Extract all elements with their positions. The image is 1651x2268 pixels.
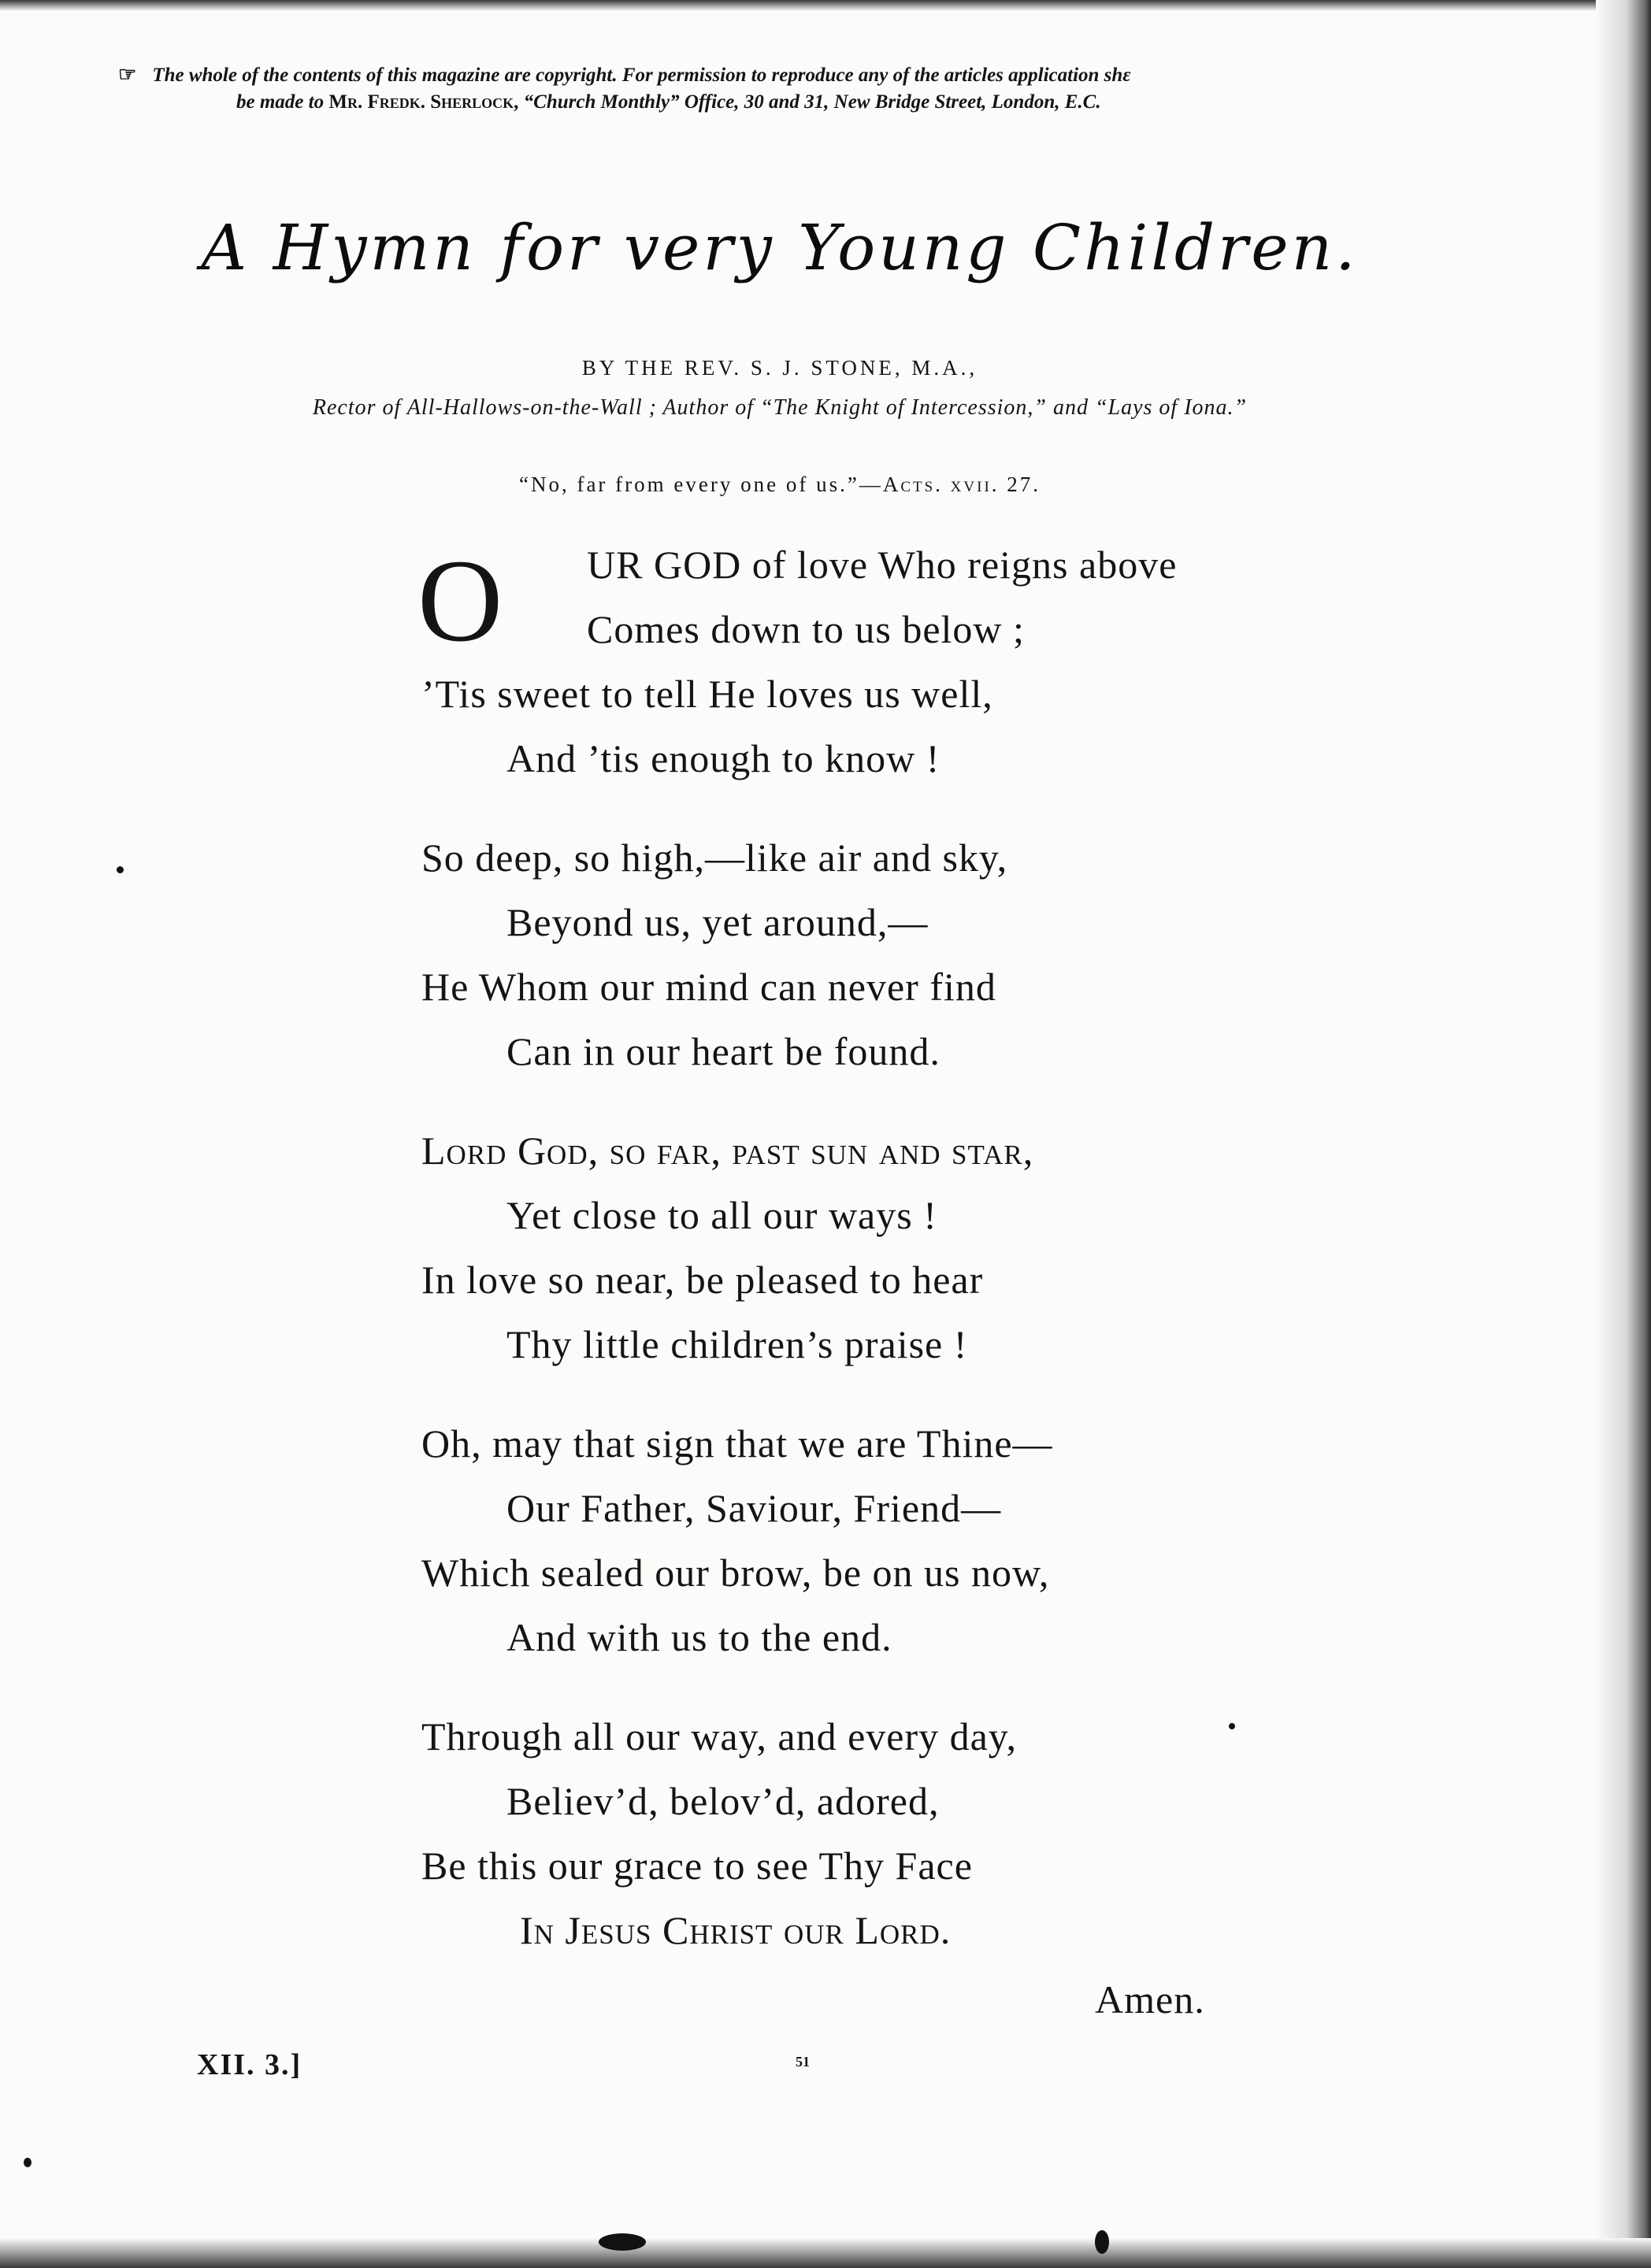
poem-line: Believ’d, belov’d, adored, — [506, 1779, 940, 1823]
pointing-hand-icon: ☞ — [118, 63, 137, 86]
copyright-notice — [118, 61, 1418, 116]
poem-line: Can in our heart be found. — [506, 1029, 941, 1073]
publisher-address: “Church Monthly” Office, 30 and 31, New Bridge Street, London, E.C. — [523, 91, 1101, 113]
poem-line: He Whom our mind can never find — [421, 965, 996, 1009]
amen: Amen. — [1095, 1977, 1205, 2022]
stanza — [421, 825, 1367, 1084]
poem-line: And ’tis enough to know ! — [506, 736, 941, 780]
poem-line: ’Tis sweet to tell He loves us well, — [421, 672, 993, 716]
page-number: 51 — [796, 2054, 810, 2070]
poem-line: Through all our way, and every day, — [421, 1714, 1018, 1758]
scan-edge-right — [1596, 0, 1651, 2268]
poem-line: In love so near, be pleased to hear — [421, 1258, 984, 1302]
epigraph — [0, 472, 1560, 497]
poem-line: Yet close to all our ways ! — [506, 1193, 937, 1237]
poem-line: Lord God, so far, past sun and star, — [421, 1128, 1034, 1173]
author-byline: BY THE REV. S. J. STONE, M.A., — [581, 356, 978, 380]
stanza — [421, 1411, 1367, 1670]
epigraph-text: “No, far from every one of us.”— — [518, 472, 883, 496]
copyright-notice-prefix: be made to — [236, 91, 325, 113]
poem-line: Which sealed our brow, be on us now, — [421, 1551, 1050, 1595]
poem-line: Oh, may that sign that we are Thine— — [421, 1421, 1053, 1466]
issue-folio: XII. 3.] — [197, 2048, 302, 2081]
publisher-name: Mr. Fredk. Sherlock, — [328, 91, 519, 113]
copyright-notice-line1: The whole of the contents of this magazine are copyright. For permission to reproduce any of the articles application shε — [152, 65, 1131, 86]
scan-speck — [599, 2233, 646, 2251]
copyright-notice-line2 — [118, 89, 1418, 116]
poem-line: UR GOD of love Who reigns above — [587, 543, 1178, 587]
scan-speck — [117, 866, 124, 873]
poem-line: Beyond us, yet around,— — [506, 900, 929, 944]
epigraph-reference: Acts. xvii. 27. — [882, 472, 1041, 496]
scan-speck — [1095, 2230, 1109, 2254]
poem-line: Be this our grace to see Thy Face — [421, 1844, 973, 1888]
poem-line: Our Father, Saviour, Friend— — [506, 1486, 1002, 1530]
scan-speck — [24, 2158, 32, 2167]
author-credentials: Rector of All-Hallows-on-the-Wall ; Author of “The Knight of Intercession,” and “Lays of Iona.” — [312, 395, 1248, 420]
poem — [421, 532, 1367, 1997]
poem-line: Thy little children’s praise ! — [506, 1322, 968, 1366]
poem-line: And with us to the end. — [506, 1615, 892, 1659]
poem-line: In Jesus Christ our Lord. — [520, 1908, 952, 1952]
stanza — [421, 1704, 1367, 1962]
poem-line: So deep, so high,—like air and sky, — [421, 836, 1008, 880]
hymn-title: A Hymn for very Young Children. — [201, 211, 1359, 284]
scan-edge-top — [0, 0, 1651, 11]
stanza — [421, 532, 1367, 791]
drop-cap: O — [417, 536, 503, 666]
scan-edge-bottom — [0, 2238, 1651, 2268]
poem-line: Comes down to us below ; — [587, 607, 1025, 651]
stanza — [421, 1118, 1367, 1377]
